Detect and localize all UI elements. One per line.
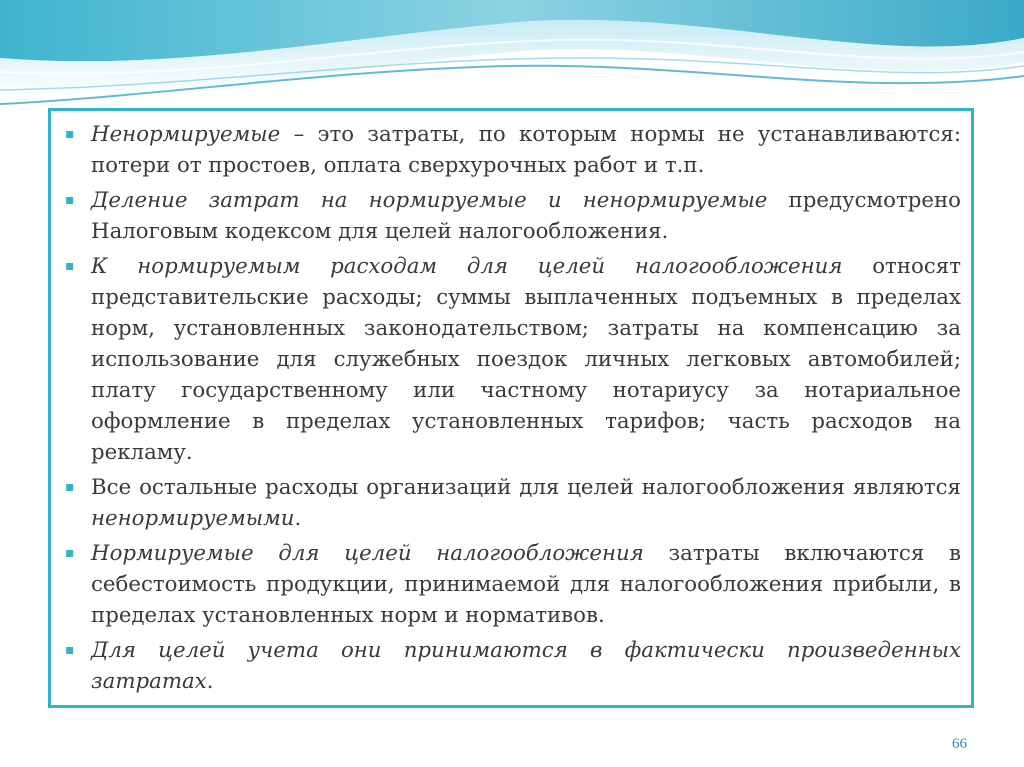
bullet-text: предусмотрено Налоговым кодексом для целей налогообложения. bbox=[91, 188, 961, 244]
square-bullet-icon: ▪ bbox=[65, 479, 75, 495]
italic-text: Для целей учета они принимаются в фактически произведенных затратах. bbox=[91, 638, 961, 694]
bullet-item bbox=[65, 538, 961, 631]
square-bullet-icon: ▪ bbox=[65, 192, 75, 208]
square-bullet-icon: ▪ bbox=[65, 545, 75, 561]
italic-text: ненормируемыми bbox=[91, 506, 295, 531]
square-bullet-icon: ▪ bbox=[65, 642, 75, 658]
content-box bbox=[48, 108, 974, 708]
page-number: 66 bbox=[952, 736, 967, 752]
bullet-text: затраты включаются в себестоимость продукции, принимаемой для налогообложения прибыли, в пределах установленных норм и нормативов. bbox=[91, 541, 961, 628]
bullet-text: Все остальные расходы организаций для целей налогообложения являются bbox=[91, 475, 961, 500]
italic-text: Ненормируемые bbox=[91, 122, 281, 147]
square-bullet-icon: ▪ bbox=[65, 126, 75, 142]
bullet-list bbox=[65, 119, 961, 697]
italic-text: Нормируемые для целей налогообложения bbox=[91, 541, 644, 566]
bullet-item bbox=[65, 251, 961, 468]
bullet-text: относят представительские расходы; суммы выплаченных подъемных в пределах норм, установленных законодательством; затраты на компенсацию за использование для служебных поездок личных легковых автомобилей; плату государственному или частному нотариусу за нотариальное оформление в пределах установленных тарифов; часть расходов на рекламу. bbox=[91, 254, 961, 465]
square-bullet-icon: ▪ bbox=[65, 258, 75, 274]
italic-text: Деление затрат на нормируемые и ненормируемые bbox=[91, 188, 768, 213]
bullet-item bbox=[65, 472, 961, 534]
bullet-text: – это затраты, по которым нормы не устанавливаются: потери от простоев, оплата сверхурочных работ и т.п. bbox=[91, 122, 961, 178]
italic-text: К нормируемым расходам для целей налогообложения bbox=[91, 254, 843, 279]
bullet-item bbox=[65, 185, 961, 247]
bullet-text: . bbox=[294, 506, 302, 531]
bullet-item bbox=[65, 119, 961, 181]
bullet-item bbox=[65, 635, 961, 697]
